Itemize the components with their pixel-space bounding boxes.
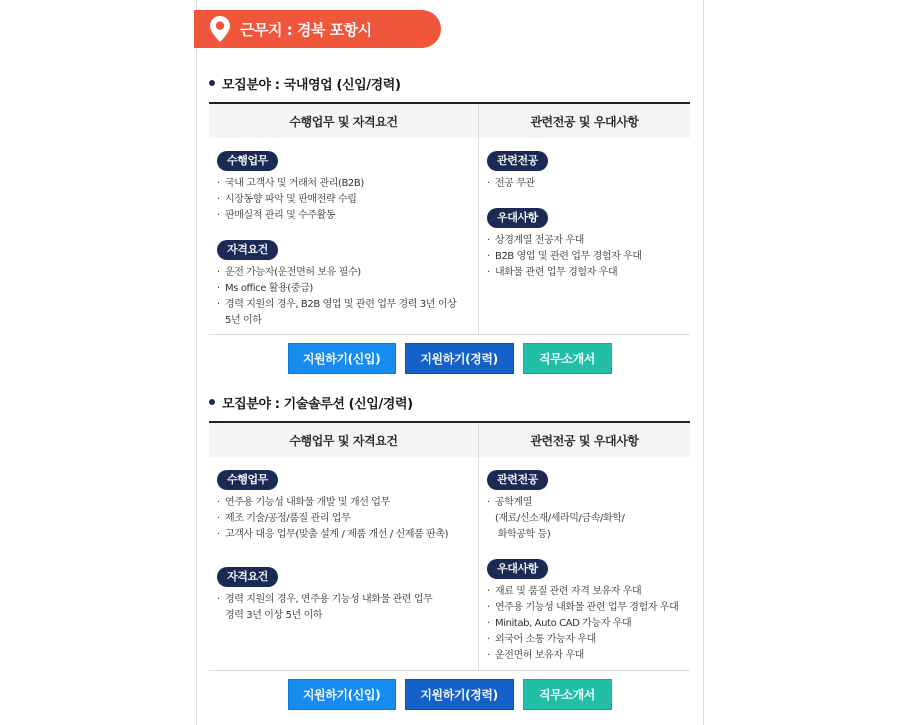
apply-experienced-button[interactable]: 지원하기(경력) [405, 679, 514, 710]
pref-badge: 우대사항 [487, 208, 548, 228]
section-title [209, 391, 690, 413]
header-majors: 관련전공 및 우대사항 [479, 104, 690, 138]
list-item: · 제조 기술/공정/품질 관리 업무 [217, 511, 470, 527]
majors-cell [479, 138, 690, 335]
list-item: (재료/신소재/세라믹/금속/화학/ [495, 513, 625, 524]
list-item: 경력 3년 이상 5년 이하 [225, 610, 323, 621]
list-item: · 연주용 기능성 내화물 개발 및 개선 업무 [217, 495, 470, 511]
recruit-section-tech [209, 391, 690, 710]
list-item: · 내화물 관련 업무 경험자 우대 [487, 265, 682, 281]
duties-group [217, 149, 470, 224]
header-duties: 수행업무 및 자격요건 [209, 423, 479, 457]
list-item: · 시장동향 파악 및 판매전략 수립 [217, 192, 470, 208]
major-group [487, 149, 682, 192]
list-item: · 고객사 대응 업무(맞춤 설계 / 제품 개선 / 신제품 판촉) [217, 527, 470, 543]
majors-cell [479, 457, 690, 671]
recruit-section-sales [209, 72, 690, 374]
pref-list [487, 584, 682, 664]
duties-group [217, 468, 470, 543]
section-title-text: 모집분야 : 기술솔루션 (신입/경력) [222, 396, 413, 412]
list-item: · 판매실적 관리 및 수주활동 [217, 208, 470, 224]
pref-group [487, 206, 682, 281]
list-item: · 전공 무관 [487, 176, 682, 192]
list-item: 화학공학 등) [495, 529, 551, 540]
list-item: · 국내 고객사 및 거래처 관리(B2B) [217, 176, 470, 192]
apply-experienced-button[interactable]: 지원하기(경력) [405, 343, 514, 374]
major-list [487, 176, 682, 192]
list-item: · 외국어 소통 가능자 우대 [487, 632, 682, 648]
pref-badge: 우대사항 [487, 559, 548, 579]
duties-badge: 수행업무 [217, 151, 278, 171]
list-item: · B2B 영업 및 관련 업무 경험자 우대 [487, 249, 682, 265]
qual-group [217, 238, 470, 329]
section-title-text: 모집분야 : 국내영업 (신입/경력) [222, 77, 401, 93]
list-item: · Ms office 활용(중급) [217, 281, 470, 297]
duties-cell [209, 457, 479, 671]
list-item: · 경력 지원의 경우, B2B 영업 및 관련 업무 경력 3년 이상 [217, 297, 470, 313]
qual-list [217, 592, 470, 624]
qual-badge: 자격요건 [217, 240, 278, 260]
map-pin-icon [210, 16, 230, 42]
apply-new-button[interactable]: 지원하기(신입) [288, 679, 396, 710]
header-majors: 관련전공 및 우대사항 [479, 423, 690, 457]
location-label: 근무지 : 경북 포항시 [240, 20, 372, 39]
list-item: · 상경계열 전공자 우대 [487, 233, 682, 249]
duties-list [217, 176, 470, 224]
requirements-table [209, 102, 690, 335]
major-list [487, 495, 682, 543]
bullet-icon [209, 80, 215, 86]
qual-group [217, 565, 470, 624]
qual-list [217, 265, 470, 329]
list-item: · 공학계열 [487, 495, 682, 511]
major-group [487, 468, 682, 543]
location-banner [194, 10, 441, 48]
requirements-table [209, 421, 690, 671]
list-item: · 연주용 기능성 내화물 관련 업무 경험자 우대 [487, 600, 682, 616]
list-item: · 경력 지원의 경우, 연주용 기능성 내화물 관련 업무 [217, 592, 470, 608]
pref-group [487, 557, 682, 664]
job-intro-button[interactable]: 직무소개서 [523, 679, 612, 710]
duties-list [217, 495, 470, 543]
list-item: · 운전면허 보유자 우대 [487, 648, 682, 664]
section-title [209, 72, 690, 94]
qual-badge: 자격요건 [217, 567, 278, 587]
apply-new-button[interactable]: 지원하기(신입) [288, 343, 396, 374]
job-intro-button[interactable]: 직무소개서 [523, 343, 612, 374]
header-duties: 수행업무 및 자격요건 [209, 104, 479, 138]
list-item: · 재료 및 품질 관련 자격 보유자 우대 [487, 584, 682, 600]
major-badge: 관련전공 [487, 151, 548, 171]
major-badge: 관련전공 [487, 470, 548, 490]
duties-badge: 수행업무 [217, 470, 278, 490]
list-item: 5년 이하 [225, 315, 262, 326]
list-item: · 운전 가능자(운전면허 보유 필수) [217, 265, 470, 281]
pref-list [487, 233, 682, 281]
list-item: · Minitab, Auto CAD 가능자 우대 [487, 616, 682, 632]
bullet-icon [209, 399, 215, 405]
apply-buttons [209, 679, 690, 710]
apply-buttons [209, 343, 690, 374]
duties-cell [209, 138, 479, 335]
